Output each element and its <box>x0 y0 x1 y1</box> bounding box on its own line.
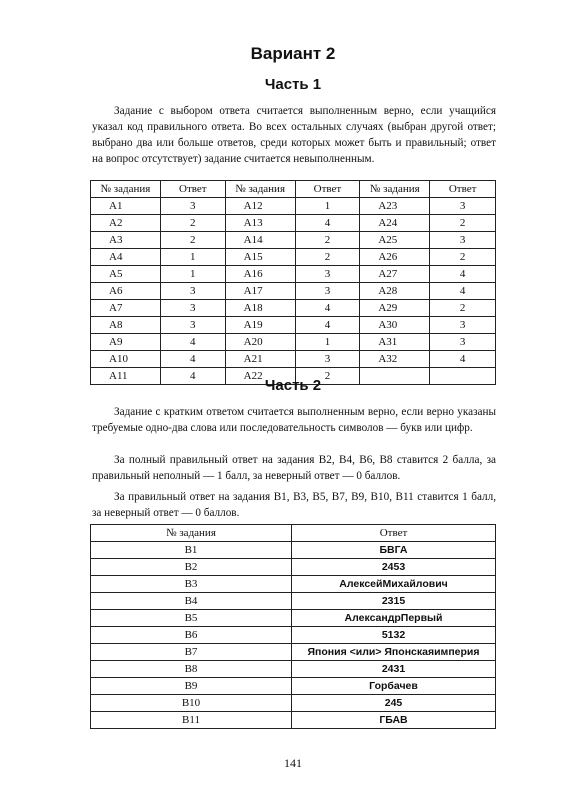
table-cell: 3 <box>430 198 496 215</box>
table-cell: А25 <box>360 232 430 249</box>
table-cell: 2 <box>295 249 360 266</box>
table-cell: 1 <box>160 266 225 283</box>
table-cell: А15 <box>225 249 295 266</box>
table-cell: А6 <box>91 283 161 300</box>
table-cell: А17 <box>225 283 295 300</box>
table-header-row <box>91 181 496 198</box>
table-cell: 3 <box>160 300 225 317</box>
table-cell: А32 <box>360 351 430 368</box>
table-cell: 2 <box>295 232 360 249</box>
table-cell: В10 <box>91 695 292 712</box>
table-cell: А4 <box>91 249 161 266</box>
header-answer: Ответ <box>160 181 225 198</box>
table-cell: 4 <box>160 334 225 351</box>
table-cell: 2431 <box>292 661 496 678</box>
part1-heading: Часть 1 <box>264 76 322 93</box>
table-row <box>91 593 496 610</box>
table-cell: А31 <box>360 334 430 351</box>
table-row <box>91 610 496 627</box>
table-cell: А26 <box>360 249 430 266</box>
part1-answer-table <box>90 180 496 385</box>
header-task-number: № задания <box>225 181 295 198</box>
table-cell: 3 <box>430 232 496 249</box>
table-cell: В1 <box>91 542 292 559</box>
table-cell: 1 <box>295 198 360 215</box>
table-row <box>91 712 496 729</box>
table-cell: А10 <box>91 351 161 368</box>
table-cell: 4 <box>430 283 496 300</box>
table-cell: А30 <box>360 317 430 334</box>
table-cell: А23 <box>360 198 430 215</box>
table-cell: 2 <box>430 300 496 317</box>
table-cell: А8 <box>91 317 161 334</box>
table-cell: 2 <box>430 249 496 266</box>
table-cell: 4 <box>430 266 496 283</box>
table-cell: 2 <box>160 232 225 249</box>
table-cell: 245 <box>292 695 496 712</box>
part2-text-3: За правильный ответ на задания В1, В3, В5, В7, В9, В10, В11 ставится 1 балл, за неверный ответ — 0 баллов. <box>92 491 496 519</box>
header-task-number: № задания <box>91 525 292 542</box>
table-cell: 1 <box>160 249 225 266</box>
table-cell: 4 <box>430 351 496 368</box>
table-cell: 4 <box>295 300 360 317</box>
table-row <box>91 249 496 266</box>
table-row <box>91 232 496 249</box>
part2-text-2: За полный правильный ответ на задания В2, В4, В6, В8 ставится 2 балла, за правильный неполный — 1 балл, за неверный ответ — 0 баллов. <box>92 454 496 482</box>
table-cell: А2 <box>91 215 161 232</box>
table-cell: 5132 <box>292 627 496 644</box>
table-row <box>91 542 496 559</box>
table-cell: 3 <box>295 283 360 300</box>
table-cell: 3 <box>160 198 225 215</box>
table-cell: Горбачев <box>292 678 496 695</box>
table-cell: А16 <box>225 266 295 283</box>
table-cell: 1 <box>295 334 360 351</box>
table-cell: ГБАВ <box>292 712 496 729</box>
table-row <box>91 198 496 215</box>
table-cell: В8 <box>91 661 292 678</box>
table-cell: 2 <box>160 215 225 232</box>
part1-text: Задание с выбором ответа считается выполненным верно, если учащийся указал код правильного ответа. Во всех остальных случаях (выбран другой ответ; выбрано два или больше ответов, среди которых может быть и правильный; ответ на вопрос отсутствует) задание считается невыполненным. <box>92 105 496 165</box>
table-cell: А19 <box>225 317 295 334</box>
part1-table-body <box>91 198 496 385</box>
table-cell: АлександрПервый <box>292 610 496 627</box>
table-row <box>91 215 496 232</box>
table-cell: В4 <box>91 593 292 610</box>
table-cell: 3 <box>430 334 496 351</box>
table-cell: А18 <box>225 300 295 317</box>
table-cell: А11 <box>91 368 161 385</box>
table-row <box>91 266 496 283</box>
table-cell: А14 <box>225 232 295 249</box>
table-row <box>91 300 496 317</box>
table-cell: А28 <box>360 283 430 300</box>
table-cell: 2315 <box>292 593 496 610</box>
table-cell: А27 <box>360 266 430 283</box>
table-row <box>91 644 496 661</box>
table-cell: АлексейМихайлович <box>292 576 496 593</box>
table-cell: В6 <box>91 627 292 644</box>
table-row <box>91 678 496 695</box>
table-cell: 4 <box>295 215 360 232</box>
table-cell: В5 <box>91 610 292 627</box>
table-cell: 3 <box>160 283 225 300</box>
page-title: Вариант 2 <box>250 44 336 63</box>
table-cell: А12 <box>225 198 295 215</box>
table-cell: 3 <box>160 317 225 334</box>
table-row <box>91 317 496 334</box>
header-answer: Ответ <box>292 525 496 542</box>
table-cell: 4 <box>295 317 360 334</box>
table-cell: В2 <box>91 559 292 576</box>
table-cell: В7 <box>91 644 292 661</box>
table-row <box>91 559 496 576</box>
table-cell: А22 <box>225 368 295 385</box>
part2-table-body <box>91 542 496 729</box>
table-row <box>91 627 496 644</box>
page-number: 141 <box>284 756 302 770</box>
table-row <box>91 351 496 368</box>
table-cell: 3 <box>430 317 496 334</box>
table-cell: 2 <box>430 215 496 232</box>
table-row <box>91 661 496 678</box>
table-cell: В3 <box>91 576 292 593</box>
table-cell: В9 <box>91 678 292 695</box>
table-row <box>91 334 496 351</box>
header-answer: Ответ <box>295 181 360 198</box>
table-cell: 2 <box>295 368 360 385</box>
header-task-number: № задания <box>360 181 430 198</box>
table-cell: 3 <box>295 266 360 283</box>
table-row <box>91 576 496 593</box>
table-cell: А9 <box>91 334 161 351</box>
header-task-number: № задания <box>91 181 161 198</box>
table-cell: 3 <box>295 351 360 368</box>
table-cell: А7 <box>91 300 161 317</box>
table-cell: А29 <box>360 300 430 317</box>
table-cell: Япония <или> Японскаяимперия <box>292 644 496 661</box>
table-cell: А13 <box>225 215 295 232</box>
table-cell: БВГА <box>292 542 496 559</box>
table-cell: А5 <box>91 266 161 283</box>
part2-text-1: Задание с кратким ответом считается выполненным верно, если верно указаны требуемые одно-два слова или последовательность символов — букв или цифр. <box>92 406 496 434</box>
table-cell: А21 <box>225 351 295 368</box>
table-cell: В11 <box>91 712 292 729</box>
table-header-row <box>91 525 496 542</box>
table-cell: А20 <box>225 334 295 351</box>
table-row <box>91 695 496 712</box>
table-cell: 4 <box>160 368 225 385</box>
table-cell: А1 <box>91 198 161 215</box>
part2-heading: Часть 2 <box>264 377 322 394</box>
table-cell: 2453 <box>292 559 496 576</box>
part2-answer-table <box>90 524 496 729</box>
header-answer: Ответ <box>430 181 496 198</box>
table-cell: 4 <box>160 351 225 368</box>
table-cell: А24 <box>360 215 430 232</box>
table-cell: А3 <box>91 232 161 249</box>
table-row <box>91 283 496 300</box>
